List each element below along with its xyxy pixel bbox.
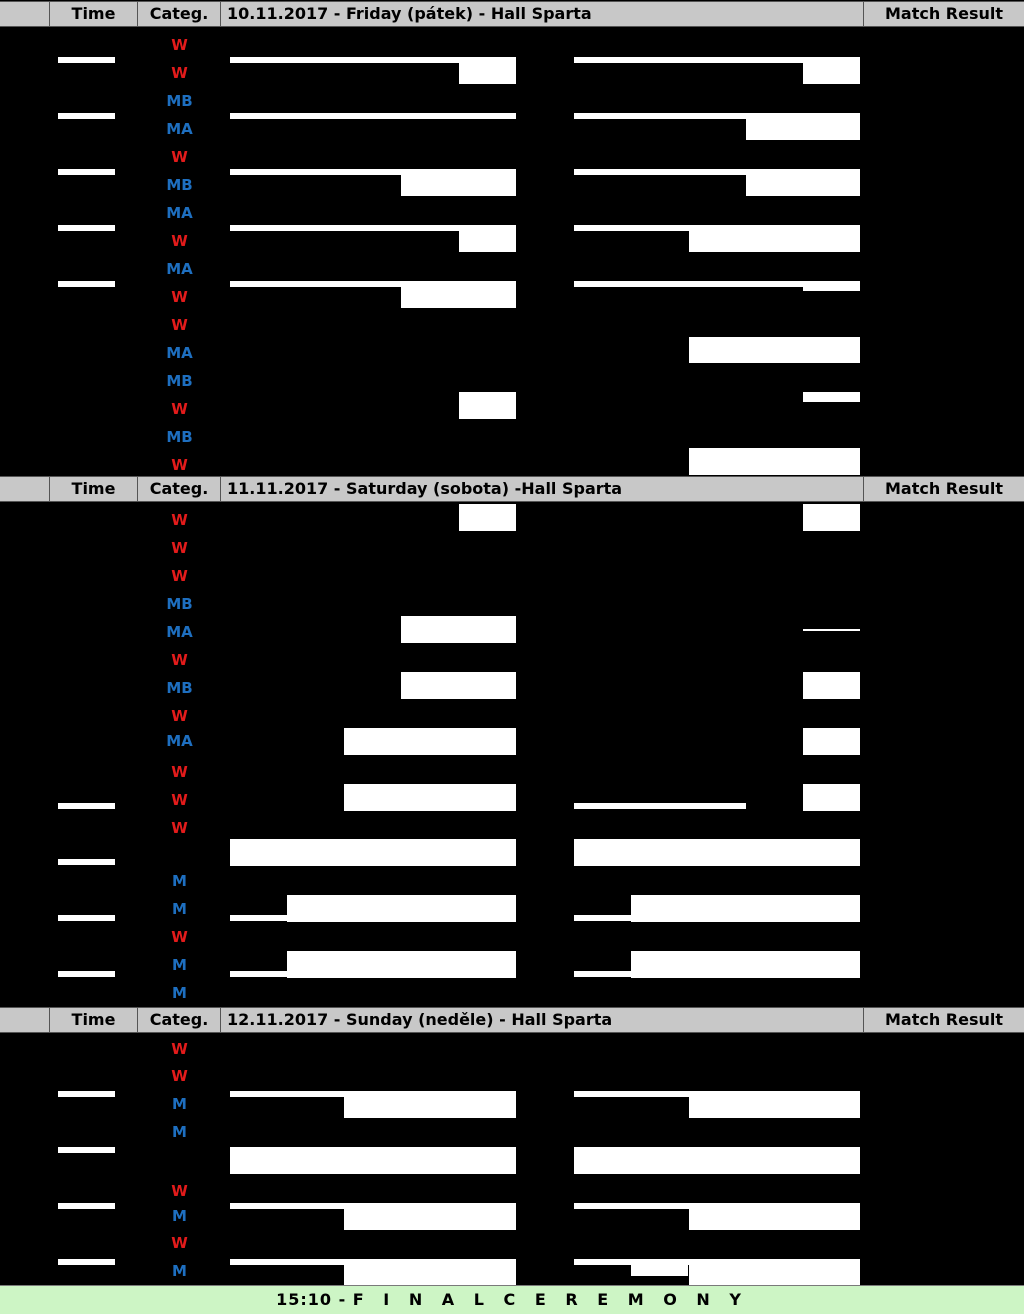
redacted-block <box>689 1203 860 1230</box>
category-label: W <box>171 64 188 82</box>
category-label: W <box>171 400 188 418</box>
redacted-block <box>459 504 516 531</box>
day-title-saturday: 11.11.2017 - Saturday (sobota) -Hall Sparta <box>221 477 864 501</box>
redacted-block <box>401 169 516 196</box>
category-label: W <box>171 707 188 725</box>
category-label: W <box>171 1182 188 1200</box>
header-blank-cell <box>0 477 50 501</box>
redacted-block <box>631 895 860 922</box>
redacted-block <box>344 784 516 811</box>
category-label: MA <box>166 204 193 222</box>
redacted-block <box>58 57 115 63</box>
redacted-block <box>58 1203 115 1209</box>
header-match-result: Match Result <box>884 1010 1004 1029</box>
redacted-block <box>287 951 516 978</box>
header-categ: Categ. <box>138 477 221 501</box>
day-title-friday: 10.11.2017 - Friday (pátek) - Hall Sparta <box>221 2 864 26</box>
redacted-block <box>689 448 860 475</box>
category-label: M <box>172 1123 187 1141</box>
category-label: W <box>171 511 188 529</box>
category-label: W <box>171 456 188 474</box>
category-label: W <box>171 791 188 809</box>
category-label: MB <box>166 176 193 194</box>
category-label: MA <box>166 623 193 641</box>
redacted-block <box>689 1259 860 1285</box>
category-label: MA <box>166 260 193 278</box>
category-label: MA <box>166 732 193 750</box>
redacted-block <box>689 1091 860 1118</box>
category-label: MB <box>166 679 193 697</box>
redacted-block <box>459 57 516 84</box>
category-label: MB <box>166 92 193 110</box>
redacted-block <box>746 169 860 196</box>
category-label: W <box>171 148 188 166</box>
header-blank-cell <box>0 2 50 26</box>
redacted-block <box>58 971 115 977</box>
category-label: M <box>172 1095 187 1113</box>
redacted-block <box>803 784 860 811</box>
redacted-block <box>344 1091 516 1118</box>
redacted-block <box>401 281 516 308</box>
redacted-block <box>746 113 860 140</box>
redacted-block <box>230 113 516 119</box>
category-label: W <box>171 928 188 946</box>
redacted-block <box>803 57 860 84</box>
redacted-block <box>574 839 860 866</box>
header-time: Time <box>50 1008 138 1032</box>
sunday-header-row <box>0 1007 1024 1033</box>
redacted-block <box>230 1147 516 1174</box>
redacted-block <box>574 1147 860 1174</box>
category-label: M <box>172 956 187 974</box>
redacted-block <box>803 504 860 531</box>
category-label: M <box>172 984 187 1002</box>
redacted-block <box>344 1259 516 1285</box>
redacted-block <box>574 803 746 809</box>
redacted-block <box>631 951 860 978</box>
redacted-block <box>58 281 115 287</box>
header-time: Time <box>50 477 138 501</box>
category-label: W <box>171 1234 188 1252</box>
category-label: W <box>171 567 188 585</box>
header-blank-cell <box>0 1008 50 1032</box>
redacted-block <box>401 672 516 699</box>
friday-header-row <box>0 1 1024 27</box>
redacted-block <box>803 672 860 699</box>
category-label: W <box>171 288 188 306</box>
redacted-block <box>344 728 516 755</box>
redacted-block <box>689 337 860 363</box>
category-label: MA <box>166 344 193 362</box>
redacted-block <box>803 629 860 631</box>
header-match-result: Match Result <box>884 479 1004 498</box>
redacted-block <box>803 281 860 291</box>
redacted-block <box>803 728 860 755</box>
redacted-block <box>631 1259 688 1276</box>
redacted-block <box>58 859 115 865</box>
category-label: W <box>171 819 188 837</box>
header-categ: Categ. <box>138 2 221 26</box>
category-label: W <box>171 232 188 250</box>
header-categ: Categ. <box>138 1008 221 1032</box>
redacted-block <box>58 1259 115 1265</box>
category-label: M <box>172 1262 187 1280</box>
category-label: M <box>172 1207 187 1225</box>
category-label: W <box>171 1040 188 1058</box>
category-label: M <box>172 900 187 918</box>
redacted-block <box>58 169 115 175</box>
redacted-block <box>459 392 516 419</box>
category-label: M <box>172 872 187 890</box>
redacted-block <box>58 1091 115 1097</box>
redacted-block <box>58 915 115 921</box>
redacted-block <box>230 839 516 866</box>
redacted-block <box>459 225 516 252</box>
category-label: MB <box>166 372 193 390</box>
saturday-header-row <box>0 476 1024 502</box>
category-label: MB <box>166 595 193 613</box>
redacted-block <box>58 1147 115 1153</box>
category-label: W <box>171 539 188 557</box>
redacted-block <box>58 225 115 231</box>
category-label: W <box>171 763 188 781</box>
redacted-block <box>287 895 516 922</box>
category-label: MA <box>166 120 193 138</box>
header-time: Time <box>50 2 138 26</box>
redacted-block <box>803 392 860 402</box>
redacted-block <box>689 225 860 252</box>
category-label: W <box>171 651 188 669</box>
redacted-block <box>401 616 516 643</box>
header-match-result: Match Result <box>884 4 1004 23</box>
day-title-sunday: 12.11.2017 - Sunday (neděle) - Hall Sparta <box>221 1008 864 1032</box>
final-ceremony-banner <box>0 1285 1024 1314</box>
ceremony-label: F I N A L C E R E M O N Y <box>352 1290 748 1309</box>
ceremony-time: 15:10 - <box>276 1290 353 1309</box>
category-label: W <box>171 36 188 54</box>
category-label: MB <box>166 428 193 446</box>
redacted-block <box>344 1203 516 1230</box>
category-label: W <box>171 1067 188 1085</box>
redacted-block <box>58 803 115 809</box>
redacted-block <box>58 113 115 119</box>
category-label: W <box>171 316 188 334</box>
